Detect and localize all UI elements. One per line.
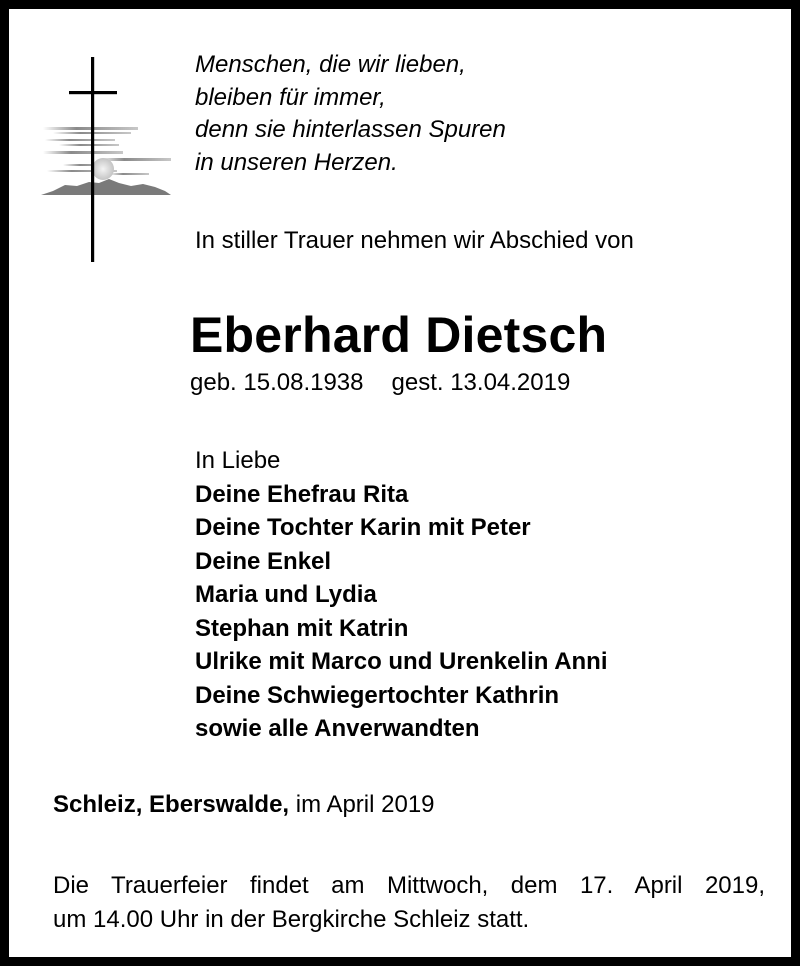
mourner-name: sowie alle Anverwandten — [195, 715, 480, 742]
funeral-info — [53, 869, 765, 937]
place-cities: Schleiz, Eberswalde, — [53, 791, 290, 818]
mourner-name: Deine Schwiegertochter Kathrin — [195, 681, 560, 709]
mourners-list — [195, 444, 608, 746]
funeral-line: Die Trauerfeier findet am Mittwoch, dem 17. April 2019, — [53, 872, 765, 899]
cross-landscape-icon — [39, 57, 174, 262]
mourner-name: Deine Ehefrau Rita — [195, 480, 409, 508]
memorial-poem — [195, 49, 506, 179]
poem-line: denn sie hinterlassen Spuren — [195, 116, 506, 143]
poem-line: in unseren Herzen. — [195, 148, 398, 176]
poem-line: bleiben für immer, — [195, 83, 386, 111]
notice-date: im April 2019 — [295, 791, 435, 818]
mourner-name: Deine Tochter Karin mit Peter — [195, 514, 531, 541]
mourner-name: Stephan mit Katrin — [195, 614, 409, 642]
cross-vertical-bar — [91, 57, 94, 262]
cross-horizontal-bar — [69, 91, 117, 94]
birth-date: geb. 15.08.1938 — [190, 369, 364, 396]
death-date: gest. 13.04.2019 — [391, 369, 571, 396]
poem-line: Menschen, die wir lieben, — [195, 51, 466, 78]
deceased-name: Eberhard Dietsch — [190, 307, 608, 363]
mountains-icon — [41, 179, 171, 195]
mourner-name: Ulrike mit Marco und Urenkelin Anni — [195, 648, 608, 675]
mourners-intro: In Liebe — [195, 447, 281, 474]
funeral-line: um 14.00 Uhr in der Bergkirche Schleiz statt. — [53, 906, 530, 933]
life-dates — [190, 369, 570, 397]
sun-icon — [92, 158, 114, 180]
place-and-date — [53, 791, 435, 819]
farewell-intro: In stiller Trauer nehmen wir Abschied von — [195, 227, 634, 254]
mourner-name: Deine Enkel — [195, 547, 332, 575]
mourner-name: Maria und Lydia — [195, 581, 377, 608]
